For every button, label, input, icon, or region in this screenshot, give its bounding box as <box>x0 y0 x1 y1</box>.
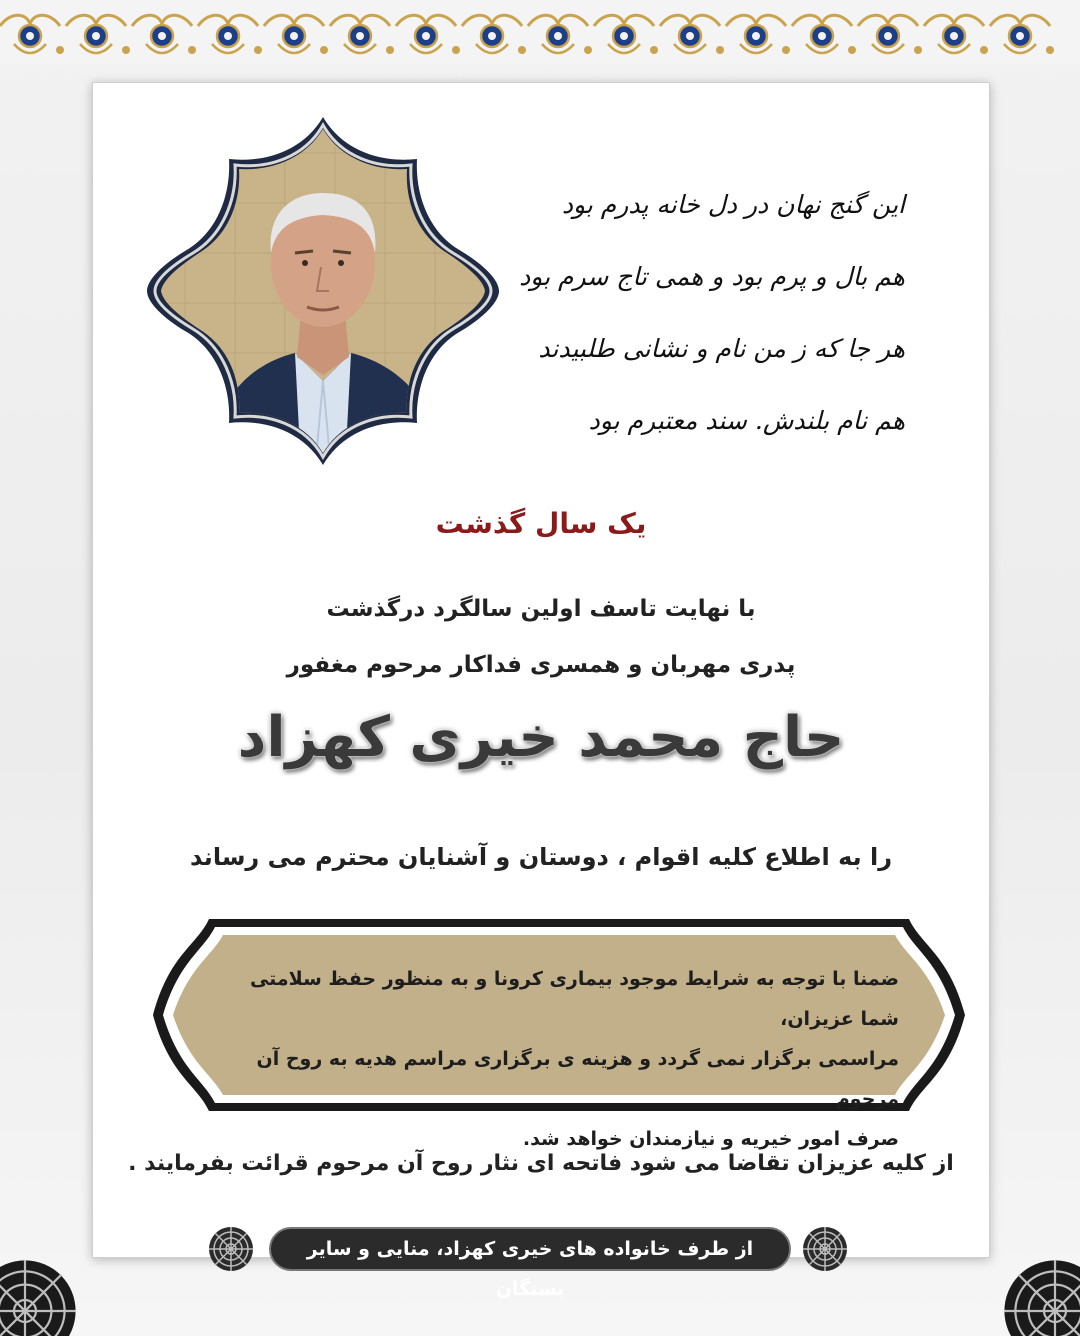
portrait-photo <box>145 113 501 469</box>
anniversary-title: یک سال گذشت <box>435 507 647 540</box>
family-banner: از طرف خانواده های خیری کهزاد، منایی و سایر بستگان <box>269 1227 791 1271</box>
notice-text <box>229 959 899 1159</box>
notice-line: ضمنا با توجه به شرایط موجود بیماری کرونا و به منظور حفظ سلامتی شما عزیزان، <box>249 968 899 1030</box>
intro-text <box>93 581 989 693</box>
intro-line: با نهایت تاسف اولین سالگرد درگذشت <box>326 596 756 622</box>
deceased-name: حاج محمد خیری کهزاد <box>237 705 845 770</box>
poem-line: هم بال و پرم بود و همی تاج سرم بود <box>519 262 905 291</box>
arabesque-border-icon <box>0 0 1080 64</box>
rosette-ornament-icon <box>0 1256 80 1336</box>
notice-line: مراسمی برگزار نمی گردد و هزینه ی برگزاری مراسم هدیه به روح آن مرحوم <box>256 1048 899 1110</box>
poem <box>519 169 905 457</box>
notice-line: صرف امور خیریه و نیازمندان خواهد شد. <box>522 1128 899 1150</box>
portrait-frame <box>145 113 501 469</box>
poem-line: هر جا که ز من نام و نشانی طلبیدند <box>538 334 905 363</box>
fatiha-request: از کلیه عزیزان تقاضا می شود فاتحه ای نثار روح آن مرحوم قرائت بفرمایند . <box>128 1151 954 1176</box>
rosette-ornament-icon <box>1000 1256 1080 1336</box>
notice-box <box>149 915 969 1150</box>
intro-line: پدری مهربان و همسری فداکار مرحوم مغفور <box>286 652 796 678</box>
poem-line: این گنج نهان در دل خانه پدرم بود <box>561 190 905 219</box>
announcement-text: را به اطلاع کلیه اقوام ، دوستان و آشنایان محترم می رساند <box>189 843 893 871</box>
poem-line: هم نام بلندش. سند معتبرم بود <box>588 406 905 435</box>
rosette-ornament-icon <box>207 1225 255 1273</box>
announcement-card <box>92 82 990 1300</box>
rosette-ornament-icon <box>801 1225 849 1273</box>
